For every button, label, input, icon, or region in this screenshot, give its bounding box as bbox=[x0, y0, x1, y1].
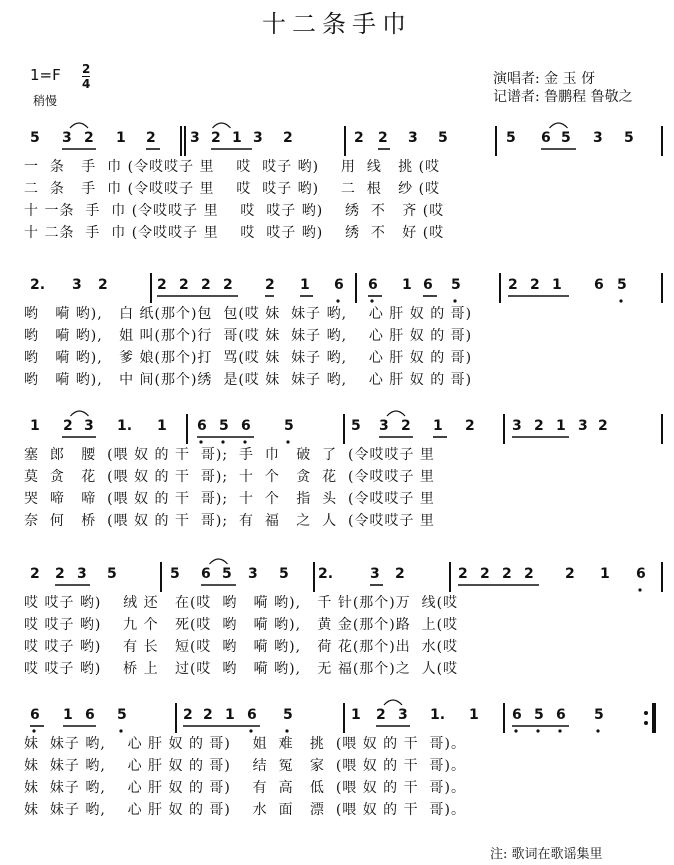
note-3-11: 3 bbox=[379, 418, 389, 434]
note-3-10: 5 bbox=[351, 418, 361, 434]
note-2-17: 1 bbox=[552, 277, 562, 293]
low-octave-dot bbox=[596, 729, 599, 732]
lyric-line-5-2: 妹 妹子 哟, 心 肝 奴 的 哥) 结 冤 家 (喂 奴 的 干 哥)。 bbox=[24, 758, 466, 774]
low-octave-dot bbox=[243, 440, 246, 443]
note-3-19: 2 bbox=[598, 418, 608, 434]
note-5-4: 5 bbox=[117, 707, 127, 723]
note-5-14: 1 bbox=[469, 707, 479, 723]
note-5-11: 2 bbox=[376, 707, 386, 723]
note-1-16: 6 bbox=[541, 130, 551, 146]
lyric-line-3-3: 哭 啼 啼 (喂 奴 的 干 哥); 十 个 指 头 (令哎哎子 里 bbox=[24, 491, 435, 507]
note-1-8: 1 bbox=[232, 130, 242, 146]
note-1-14: 5 bbox=[438, 130, 448, 146]
note-3-14: 2 bbox=[465, 418, 475, 434]
low-octave-dot bbox=[619, 299, 622, 302]
note-5-16: 5 bbox=[534, 707, 544, 723]
note-1-10: 2 bbox=[283, 130, 293, 146]
low-octave-dot bbox=[221, 440, 224, 443]
note-5-12: 3 bbox=[398, 707, 408, 723]
note-2-12: 1 bbox=[402, 277, 412, 293]
singer-credit: 演唱者: 金 玉 伢 bbox=[493, 71, 596, 87]
note-1-6: 3 bbox=[190, 130, 200, 146]
note-2-11: 6 bbox=[368, 277, 378, 293]
note-3-18: 3 bbox=[578, 418, 588, 434]
tie-arc bbox=[384, 700, 402, 705]
lyric-line-4-3: 哎 哎子 哟) 有 长 短(哎 哟 嗬 哟), 荷 花(那个)出 水(哎 bbox=[24, 639, 459, 655]
tie-arc bbox=[210, 559, 228, 564]
note-2-5: 2 bbox=[179, 277, 189, 293]
tie-arc bbox=[71, 411, 89, 416]
lyric-line-4-2: 哎 哎子 哟) 九 个 死(哎 哟 嗬 哟), 黄 金(那个)路 上(哎 bbox=[24, 617, 459, 633]
note-3-17: 1 bbox=[556, 418, 566, 434]
low-octave-dot bbox=[453, 299, 456, 302]
lyric-line-3-2: 莫 贪 花 (喂 奴 的 干 哥); 十 个 贪 花 (令哎哎子 里 bbox=[24, 469, 435, 485]
note-3-6: 6 bbox=[197, 418, 207, 434]
note-4-10: 2. bbox=[318, 566, 334, 582]
note-4-18: 1 bbox=[600, 566, 610, 582]
note-2-9: 1 bbox=[300, 277, 310, 293]
low-octave-dot bbox=[119, 729, 122, 732]
repeat-dot bbox=[644, 721, 648, 725]
note-4-12: 2 bbox=[395, 566, 405, 582]
low-octave-dot bbox=[285, 729, 288, 732]
note-2-13: 6 bbox=[423, 277, 433, 293]
note-5-2: 1 bbox=[63, 707, 73, 723]
note-4-19: 6 bbox=[636, 566, 646, 582]
note-1-19: 5 bbox=[624, 130, 634, 146]
note-4-1: 2 bbox=[30, 566, 40, 582]
note-2-7: 2 bbox=[223, 277, 233, 293]
note-4-11: 3 bbox=[370, 566, 380, 582]
note-1-13: 3 bbox=[408, 130, 418, 146]
note-5-15: 6 bbox=[512, 707, 522, 723]
note-4-9: 5 bbox=[279, 566, 289, 582]
note-3-9: 5 bbox=[284, 418, 294, 434]
note-3-8: 6 bbox=[241, 418, 251, 434]
note-4-14: 2 bbox=[480, 566, 490, 582]
tie-arc bbox=[213, 123, 231, 128]
note-5-17: 6 bbox=[556, 707, 566, 723]
lyric-line-3-4: 奈 何 桥 (喂 奴 的 干 哥); 有 福 之 人 (令哎哎子 里 bbox=[24, 513, 435, 529]
note-5-7: 1 bbox=[225, 707, 235, 723]
time-signature-bottom: 4 bbox=[82, 77, 91, 91]
note-4-8: 3 bbox=[248, 566, 258, 582]
low-octave-dot bbox=[249, 729, 252, 732]
note-4-6: 6 bbox=[201, 566, 211, 582]
repeat-dot bbox=[644, 711, 648, 715]
note-2-15: 2 bbox=[508, 277, 518, 293]
note-2-14: 5 bbox=[451, 277, 461, 293]
note-1-11: 2 bbox=[354, 130, 364, 146]
note-3-7: 5 bbox=[219, 418, 229, 434]
note-5-8: 6 bbox=[247, 707, 257, 723]
note-3-2: 2 bbox=[63, 418, 73, 434]
note-2-8: 2 bbox=[265, 277, 275, 293]
note-3-3: 3 bbox=[84, 418, 94, 434]
note-3-1: 1 bbox=[30, 418, 40, 434]
lyric-line-5-1: 妹 妹子 哟, 心 肝 奴 的 哥) 姐 难 挑 (喂 奴 的 干 哥)。 bbox=[24, 736, 466, 752]
note-5-1: 6 bbox=[30, 707, 40, 723]
low-octave-dot bbox=[514, 729, 517, 732]
lyric-line-4-4: 哎 哎子 哟) 桥 上 过(哎 哟 嗬 哟), 无 福(那个)之 人(哎 bbox=[24, 661, 459, 677]
low-octave-dot bbox=[286, 440, 289, 443]
tie-arc bbox=[70, 123, 88, 128]
note-1-3: 2 bbox=[84, 130, 94, 146]
note-2-18: 6 bbox=[594, 277, 604, 293]
lyric-line-1-4: 十 二条 手 巾 (令哎哎子 里 哎 哎子 哟) 绣 不 好 (哎 bbox=[24, 225, 445, 241]
note-2-6: 2 bbox=[201, 277, 211, 293]
note-4-15: 2 bbox=[502, 566, 512, 582]
note-3-13: 1 bbox=[433, 418, 443, 434]
note-5-10: 1 bbox=[351, 707, 361, 723]
lyric-line-2-1: 哟 嗬 哟), 白 纸(那个)包 包(哎 妹 妹子 哟, 心 肝 奴 的 哥) bbox=[24, 306, 473, 322]
tie-arc bbox=[550, 123, 568, 128]
tie-arc bbox=[387, 411, 405, 416]
note-1-5: 2 bbox=[146, 130, 156, 146]
lyric-line-2-3: 哟 嗬 哟), 爹 娘(那个)打 骂(哎 妹 妹子 哟, 心 肝 奴 的 哥) bbox=[24, 350, 473, 366]
note-2-16: 2 bbox=[530, 277, 540, 293]
note-4-4: 5 bbox=[107, 566, 117, 582]
lyric-line-1-3: 十 一条 手 巾 (令哎哎子 里 哎 哎子 哟) 绣 不 齐 (哎 bbox=[24, 203, 445, 219]
low-octave-dot bbox=[336, 299, 339, 302]
note-5-5: 2 bbox=[183, 707, 193, 723]
low-octave-dot bbox=[558, 729, 561, 732]
note-1-12: 2 bbox=[378, 130, 388, 146]
low-octave-dot bbox=[199, 440, 202, 443]
note-4-7: 5 bbox=[222, 566, 232, 582]
note-4-5: 5 bbox=[170, 566, 180, 582]
song-title: 十二条手巾 bbox=[262, 10, 412, 38]
note-3-16: 2 bbox=[534, 418, 544, 434]
note-1-9: 3 bbox=[253, 130, 263, 146]
lyric-line-1-1: 一 条 手 巾 (令哎哎子 里 哎 哎子 哟) 用 线 挑 (哎 bbox=[24, 159, 441, 175]
lyric-line-2-4: 哟 嗬 哟), 中 间(那个)绣 是(哎 妹 妹子 哟, 心 肝 奴 的 哥) bbox=[24, 372, 473, 388]
low-octave-dot bbox=[370, 299, 373, 302]
note-4-17: 2 bbox=[565, 566, 575, 582]
low-octave-dot bbox=[536, 729, 539, 732]
note-3-12: 2 bbox=[401, 418, 411, 434]
note-2-4: 2 bbox=[157, 277, 167, 293]
low-octave-dot bbox=[32, 729, 35, 732]
note-3-15: 3 bbox=[512, 418, 522, 434]
lyric-line-3-1: 塞 郎 腰 (喂 奴 的 干 哥); 手 巾 破 了 (令哎哎子 里 bbox=[24, 447, 435, 463]
note-4-2: 2 bbox=[55, 566, 65, 582]
notator-credit: 记谱者: 鲁鹏程 鲁敬之 bbox=[493, 89, 633, 105]
note-5-3: 6 bbox=[85, 707, 95, 723]
note-3-5: 1 bbox=[157, 418, 167, 434]
note-1-17: 5 bbox=[561, 130, 571, 146]
note-1-1: 5 bbox=[30, 130, 40, 146]
note-4-16: 2 bbox=[524, 566, 534, 582]
note-1-4: 1 bbox=[116, 130, 126, 146]
note-2-19: 5 bbox=[617, 277, 627, 293]
footnote: 注: 歌词在歌谣集里 bbox=[490, 847, 603, 862]
note-5-18: 5 bbox=[594, 707, 604, 723]
note-1-15: 5 bbox=[506, 130, 516, 146]
note-2-1: 2. bbox=[30, 277, 46, 293]
note-1-18: 3 bbox=[593, 130, 603, 146]
note-2-2: 3 bbox=[72, 277, 82, 293]
note-4-3: 3 bbox=[77, 566, 87, 582]
lyric-line-2-2: 哟 嗬 哟), 姐 叫(那个)行 哥(哎 妹 妹子 哟, 心 肝 奴 的 哥) bbox=[24, 328, 473, 344]
note-4-13: 2 bbox=[458, 566, 468, 582]
lyric-line-5-4: 妹 妹子 哟, 心 肝 奴 的 哥) 水 面 漂 (喂 奴 的 干 哥)。 bbox=[24, 802, 466, 818]
note-1-2: 3 bbox=[62, 130, 72, 146]
note-5-6: 2 bbox=[203, 707, 213, 723]
note-2-10: 6 bbox=[334, 277, 344, 293]
note-1-7: 2 bbox=[211, 130, 221, 146]
note-3-4: 1. bbox=[117, 418, 133, 434]
time-signature-top: 2 bbox=[82, 62, 91, 76]
lyric-line-1-2: 二 条 手 巾 (令哎哎子 里 哎 哎子 哟) 二 根 纱 (哎 bbox=[24, 181, 441, 197]
note-5-13: 1. bbox=[430, 707, 446, 723]
low-octave-dot bbox=[638, 588, 641, 591]
key-signature: 1=F bbox=[30, 66, 61, 84]
lyric-line-5-3: 妹 妹子 哟, 心 肝 奴 的 哥) 有 高 低 (喂 奴 的 干 哥)。 bbox=[24, 780, 466, 796]
lyric-line-4-1: 哎 哎子 哟) 绒 还 在(哎 哟 嗬 哟), 千 针(那个)万 线(哎 bbox=[24, 595, 459, 611]
note-2-3: 2 bbox=[98, 277, 108, 293]
tempo-marking: 稍慢 bbox=[33, 94, 58, 108]
note-5-9: 5 bbox=[283, 707, 293, 723]
